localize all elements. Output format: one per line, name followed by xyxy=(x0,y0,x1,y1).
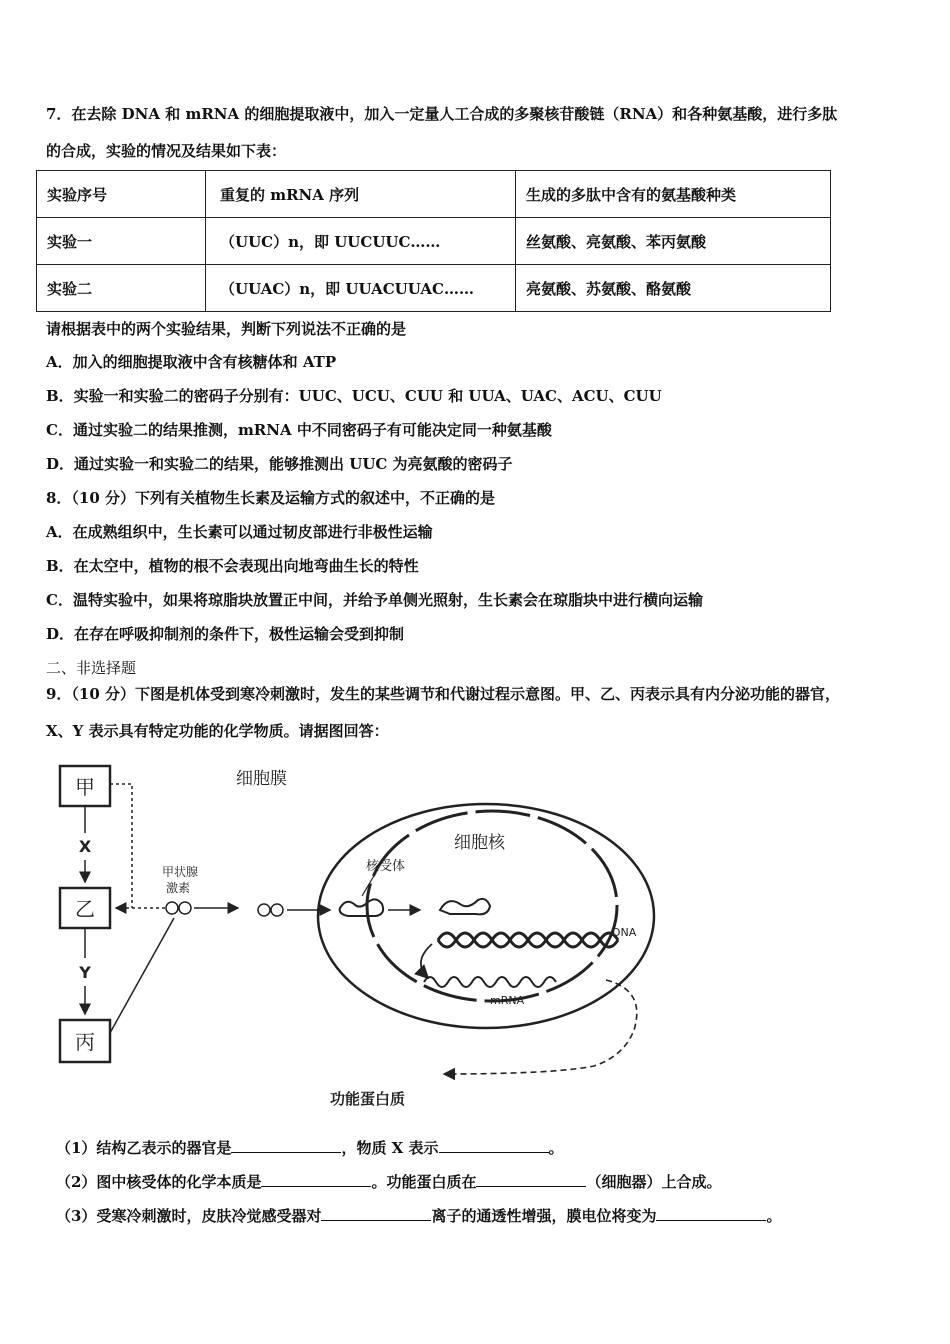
q9-sub1-text-a: （1）结构乙表示的器官是 xyxy=(56,1139,232,1157)
q9-stem-line1: 9．（10 分）下图是机体受到寒冷刺激时，发生的某些调节和代谢过程示意图。甲、乙、丙表示具有内分泌功能的器官， xyxy=(46,685,841,703)
q8-option-a: A．在成熟组织中，生长素可以通过韧皮部进行非极性运输 xyxy=(46,523,433,541)
dna-strand xyxy=(438,933,618,947)
answer-blank[interactable] xyxy=(231,1138,341,1153)
answer-blank[interactable] xyxy=(321,1206,431,1221)
box-yi-label: 乙 xyxy=(75,897,95,921)
receptor-label: 核受体 xyxy=(366,859,406,874)
hormone-label-line1: 甲状腺 xyxy=(162,865,199,879)
q7-stem-line2: 的合成，实验的情况及结果如下表： xyxy=(46,142,287,160)
q9-stem-line2: X、Y 表示具有特定功能的化学物质。请据图回答： xyxy=(46,722,389,740)
hormone-molecule xyxy=(271,904,283,916)
q9-sub2-text-c: （细胞器）上合成。 xyxy=(586,1173,722,1191)
feedback-path-jia xyxy=(110,784,132,908)
answer-blank[interactable] xyxy=(476,1172,586,1187)
answer-blank[interactable] xyxy=(656,1206,766,1221)
section-heading: 二、非选择题 xyxy=(46,659,137,677)
hormone-label-line2: 激素 xyxy=(166,881,191,895)
label-y: Y xyxy=(79,963,91,982)
box-jia-label: 甲 xyxy=(75,775,95,799)
membrane-label: 细胞膜 xyxy=(236,769,287,789)
table-cell: 实验一 xyxy=(37,218,206,265)
table-cell: 亮氨酸、苏氨酸、酪氨酸 xyxy=(516,265,831,312)
q8-stem: 8．（10 分）下列有关植物生长素及运输方式的叙述中，不正确的是 xyxy=(46,489,496,507)
q8-option-b: B．在太空中，植物的根不会表现出向地弯曲生长的特性 xyxy=(46,557,419,575)
table-header-cell: 生成的多肽中含有的氨基酸种类 xyxy=(516,171,831,218)
q9-sub1-text-c: 。 xyxy=(548,1139,564,1157)
box-bing-label: 丙 xyxy=(75,1030,95,1054)
q7-option-a: A．加入的细胞提取液中含有核糖体和 ATP xyxy=(46,353,337,371)
q9-sub1-text-b: ，物质 X 表示 xyxy=(341,1139,439,1157)
q9-sub2 xyxy=(56,1171,721,1192)
mrna-strand xyxy=(424,977,556,987)
label-x: X xyxy=(78,837,92,856)
table-row xyxy=(37,265,831,312)
dna-label: DNA xyxy=(612,926,637,939)
transcription-arrow xyxy=(421,944,432,978)
q9-sub1 xyxy=(56,1137,564,1158)
experiment-table xyxy=(36,170,831,312)
table-cell: （UUAC）n，即 UUACUUAC…… xyxy=(206,265,516,312)
table-cell: 实验二 xyxy=(37,265,206,312)
q8-option-d: D．在存在呼吸抑制剂的条件下，极性运输会受到抑制 xyxy=(46,625,405,643)
answer-blank[interactable] xyxy=(439,1138,549,1153)
regulation-diagram xyxy=(40,748,680,1118)
q9-sub2-text-a: （2）图中核受体的化学本质是 xyxy=(56,1173,262,1191)
hormone-molecule xyxy=(166,902,178,914)
q7-option-b: B．实验一和实验二的密码子分别有：UUC、UCU、CUU 和 UUA、UAC、ACU、CUU xyxy=(46,387,662,405)
answer-blank[interactable] xyxy=(261,1172,371,1187)
hormone-molecule xyxy=(179,902,191,914)
q7-stem-line1: 7．在去除 DNA 和 mRNA 的细胞提取液中，加入一定量人工合成的多聚核苷酸链（RNA）和各种氨基酸，进行多肽 xyxy=(46,105,838,123)
q7-question: 请根据表中的两个实验结果，判断下列说法不正确的是 xyxy=(46,320,407,338)
q9-sub3-text-a: （3）受寒冷刺激时，皮肤冷觉感受器对 xyxy=(56,1207,322,1225)
table-row xyxy=(37,218,831,265)
q9-sub3-text-b: 离子的通透性增强，膜电位将变为 xyxy=(431,1207,657,1225)
hormone-molecule xyxy=(258,904,270,916)
q8-option-c: C．温特实验中，如果将琼脂块放置正中间，并给予单侧光照射，生长素会在琼脂块中进行横向运输 xyxy=(46,591,703,609)
table-cell: 丝氨酸、亮氨酸、苯丙氨酸 xyxy=(516,218,831,265)
q9-sub3-text-c: 。 xyxy=(766,1207,782,1225)
protein-label: 功能蛋白质 xyxy=(330,1090,406,1108)
q7-option-d: D．通过实验一和实验二的结果，能够推测出 UUC 为亮氨酸的密码子 xyxy=(46,455,513,473)
q9-sub3 xyxy=(56,1205,781,1226)
nuclear-receptor xyxy=(340,899,383,916)
mrna-label: mRNA xyxy=(490,994,525,1007)
nucleus-label: 细胞核 xyxy=(454,833,505,853)
bing-to-hormone-line xyxy=(110,918,174,1033)
table-header-cell: 重复的 mRNA 序列 xyxy=(206,171,516,218)
q9-sub2-text-b: 。功能蛋白质在 xyxy=(371,1173,477,1191)
table-header-row xyxy=(37,171,831,218)
q7-option-c: C．通过实验二的结果推测，mRNA 中不同密码子有可能决定同一种氨基酸 xyxy=(46,421,552,439)
table-header-cell: 实验序号 xyxy=(37,171,206,218)
table-cell: （UUC）n，即 UUCUUC…… xyxy=(206,218,516,265)
receptor-complex xyxy=(440,899,490,914)
